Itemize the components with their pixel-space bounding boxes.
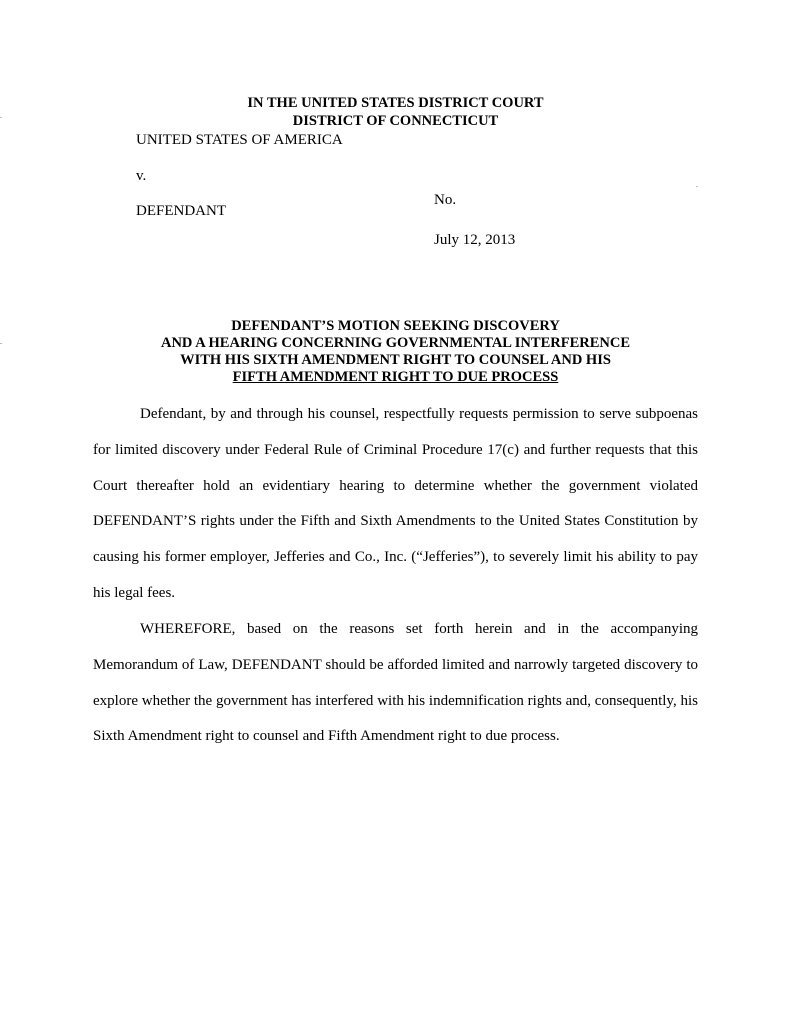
defendant-name: DEFENDANT (136, 203, 226, 219)
versus-label: v. (136, 168, 147, 184)
case-number-label: No. (434, 192, 457, 208)
body-paragraph-1: Defendant, by and through his counsel, respectfully requests permission to serve subpoenas for limited discovery under Federal Rule of Criminal Procedure 17(c) and further requests that this Court thereafter hold an evidentiary hearing to determine whether the government violated DEFENDANT’S rights under the Fifth and Sixth Amendments to the United States Constitution by causing his former employer, Jefferies and Co., Inc. (“Jefferies”), to severely limit his ability to pay his legal fees. (93, 406, 698, 601)
court-district-heading: DISTRICT OF CONNECTICUT (292, 113, 499, 129)
body-paragraph-2: WHEREFORE, based on the reasons set forth herein and in the accompanying Memorandum of Law, DEFENDANT should be afforded limited and narrowly targeted discovery to explore whether the government has interfered with his indemnification rights and, consequently, his Sixth Amendment right to counsel and Fifth Amendment right to due process. (93, 621, 698, 745)
scan-mark (0, 117, 2, 118)
motion-title-line-4 (0, 369, 791, 386)
plaintiff-name: UNITED STATES OF AMERICA (136, 132, 343, 148)
motion-title-line-3: WITH HIS SIXTH AMENDMENT RIGHT TO COUNSEL AND HIS (180, 352, 611, 368)
scan-mark (696, 186, 698, 187)
motion-title-line-2: AND A HEARING CONCERNING GOVERNMENTAL INTERFERENCE (160, 335, 631, 351)
scan-mark (0, 343, 2, 344)
motion-title-underlined-text: FIFTH AMENDMENT RIGHT TO DUE PROCESS (232, 369, 559, 385)
motion-title-line-1: DEFENDANT’S MOTION SEEKING DISCOVERY (231, 318, 560, 334)
court-name-heading: IN THE UNITED STATES DISTRICT COURT (247, 95, 544, 111)
filing-date: July 12, 2013 (434, 232, 516, 248)
